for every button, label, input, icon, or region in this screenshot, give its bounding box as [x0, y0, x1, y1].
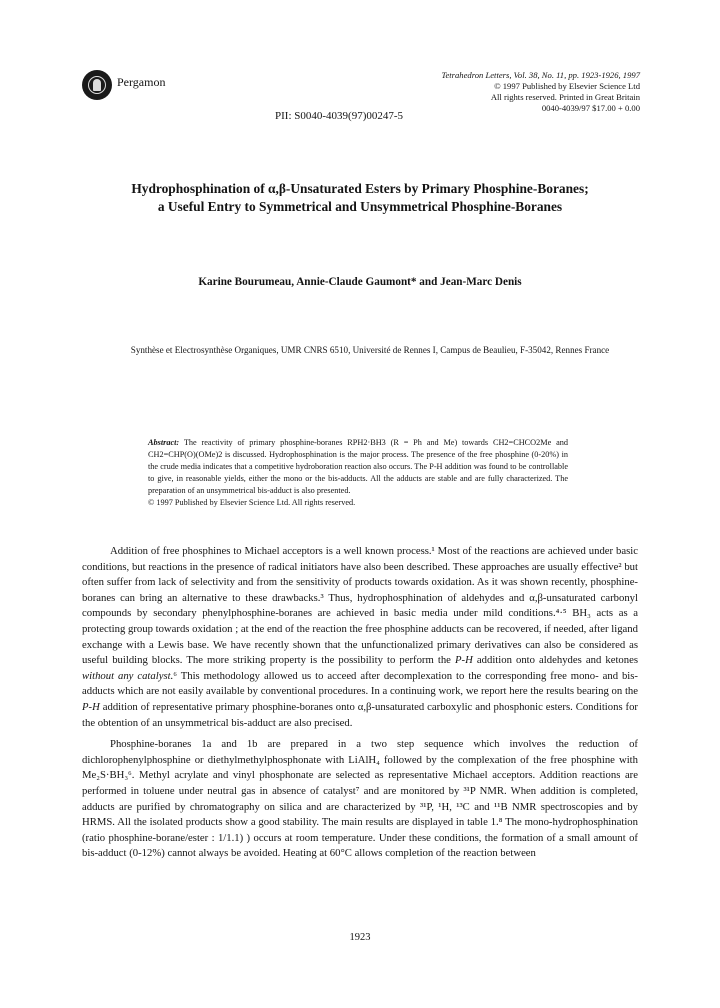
abstract [148, 437, 568, 509]
p1-text-b: addition onto aldehydes and ketones [472, 654, 638, 667]
journal-line: Tetrahedron Letters, Vol. 38, No. 11, pp. 1923-1926, 1997 [441, 70, 640, 80]
title-line-1: Hydrophosphination of α,β-Unsaturated Esters by Primary Phosphine-Boranes; [131, 181, 589, 196]
pii: PII: S0040-4039(97)00247-5 [275, 110, 404, 122]
rights-line: All rights reserved. Printed in Great Britain [490, 92, 640, 102]
abstract-text: The reactivity of primary phosphine-boranes RPH2·BH3 (R = Ph and Me) towards CH2=CHCO2Me and CH2=CHP(O)(OMe)2 is discussed. Hydrophosphination is the major process. The presence of the free phosphine (0-20%) in the crude media indicates that a competitive hydroboration reaction also occurs. The P-H addition was found to be controllable to give, in reasonable yields, either the mono or the bis-adducts. All the adducts are stable and are fully characterized. The preparation of an unsymmetrical bis-adduct is also presented. [148, 438, 568, 495]
citation-block [441, 70, 640, 114]
p1-text-c: ⁶ This methodology allowed us to acceed after decomplexation to the corresponding free mono- and bis-adducts which are not easily available by conventional procedures. In a continuing work, we report here the results bearing on the [82, 669, 638, 698]
abstract-label: Abstract: [148, 438, 180, 447]
p1-ph-term: P-H [455, 654, 473, 667]
p1-ph-term-2: P-H [82, 700, 100, 713]
article-title [80, 180, 640, 216]
pergamon-logo [82, 70, 112, 100]
p1-text-d: addition of representative primary phosphine-boranes onto α,β-unsaturated carboxylic and phosphonic esters. Conditions for the obtention of an unsymmetrical bis-adduct are also precised. [82, 700, 638, 729]
abstract-copyright: © 1997 Published by Elsevier Science Ltd. All rights reserved. [148, 498, 356, 507]
title-line-2: a Useful Entry to Symmetrical and Unsymmetrical Phosphine-Boranes [157, 199, 563, 214]
price-line: 0040-4039/97 $17.00 + 0.00 [541, 103, 640, 113]
logo-figure [93, 79, 101, 91]
body-text [82, 544, 638, 862]
p1-text-a: Addition of free phosphines to Michael acceptors is a well known process.¹ Most of the reactions are achieved under basic conditions, but reactions in the presence of radical initiators have also been described. These approaches are usually effective² but often suffer from lack of selectivity and from the sensitivity of products towards oxidation. As it was shown recently, phosphine-boranes can bring an alternative to these drawbacks.³ Thus, hydrophosphination of aldehydes and α,β-unsaturated carbonyl compounds by secondary phenylphosphine-boranes are achieved in basic media under mild conditions.⁴·⁵ BH₃ acts as a protecting group towards oxidation ; at the end of the reaction the free phosphine adducts can be recovered, if needed, after ligand exchange with a Lewis base. We have recently shown that the unfunctionalized primary derivatives can also be considered as useful building blocks. The more striking property is the possibility to perform the [82, 545, 638, 667]
copyright-line: © 1997 Published by Elsevier Science Ltd [494, 81, 640, 91]
publisher-name: Pergamon [117, 75, 166, 89]
page-number: 1923 [349, 932, 371, 943]
affiliation: Synthèse et Electrosynthèse Organiques, UMR CNRS 6510, Université de Rennes I, Campus de Beaulieu, F-35042, Rennes France [130, 345, 610, 355]
paragraph-2: Phosphine-boranes 1a and 1b are prepared in a two step sequence which involves the reduction of dichlorophenylphosphine or diethylmethylphosphonate with LiAlH₄ followed by the complexation of the free phosphine with Me₂S·BH₃⁶. Methyl acrylate and vinyl phosphonate are selected as representative Michael acceptors. Addition reactions are performed in toluene under neutral gas in absence of catalyst⁷ and are monitored by ³¹P NMR. When addition is completed, adducts are purified by chromatography on silica and are characterized by ³¹P, ¹H, ¹³C and ¹¹B NMR spectroscopies and by HRMS. All the isolated products show a good stability. The main results are displayed in table 1.⁸ The mono-hydrophosphination (ratio phosphine-borane/ester : 1/1.1) ) occurs at room temperature. Under these conditions, the formation of a small amount of bis-adduct (0-12%) cannot always be avoided. Heating at 60°C allows completion of the reaction between [82, 738, 638, 860]
authors: Karine Bourumeau, Annie-Claude Gaumont* and Jean-Marc Denis [198, 276, 522, 288]
paragraph-1 [82, 544, 638, 731]
p1-catalyst-phrase: without any catalyst. [82, 669, 174, 682]
